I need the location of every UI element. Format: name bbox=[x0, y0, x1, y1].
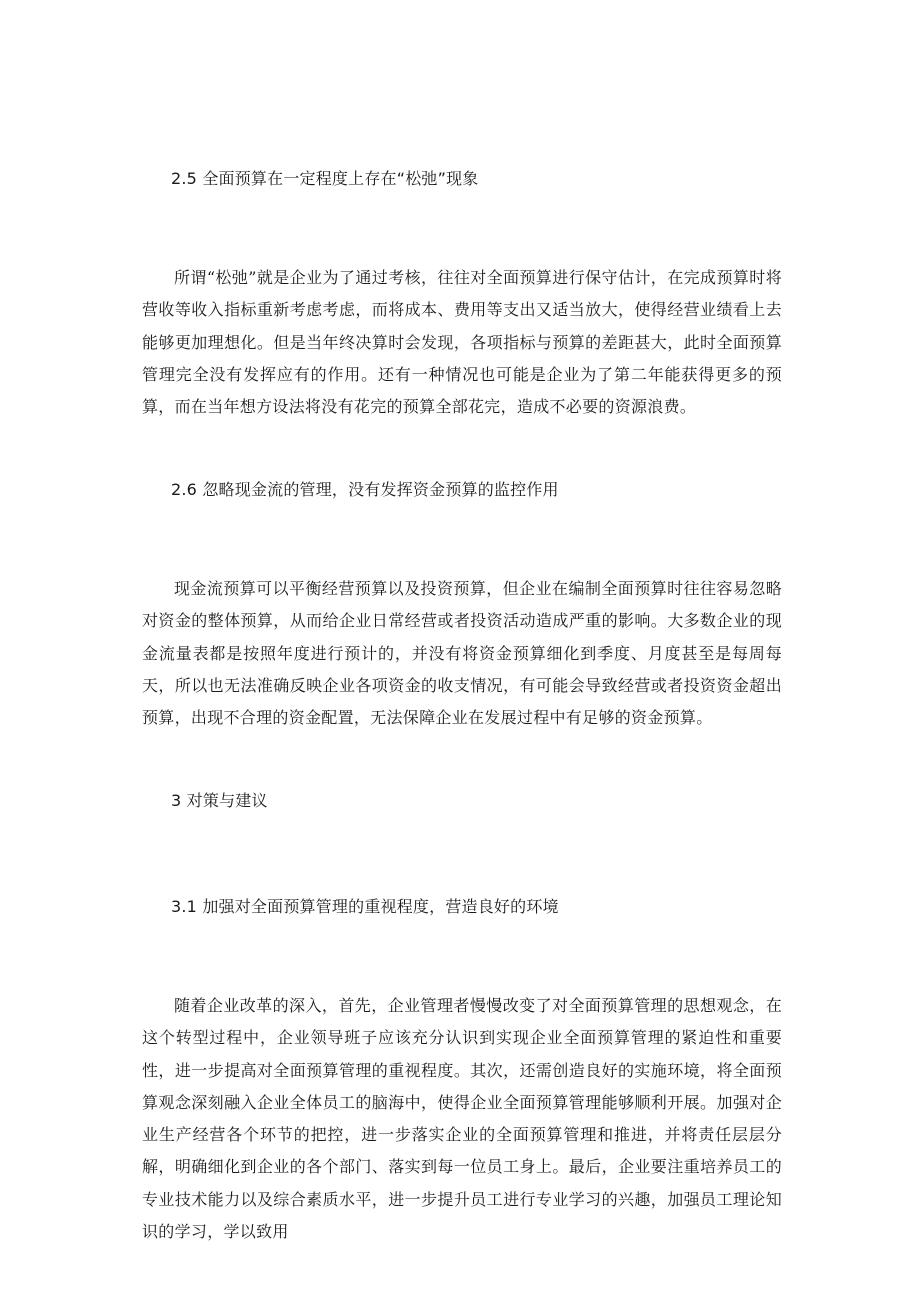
section-heading-3-1: 3.1 加强对全面预算管理的重视程度，营造良好的环境 bbox=[171, 897, 559, 916]
section-paragraph-2-6: 现金流预算可以平衡经营预算以及投资预算，但企业在编制全面预算时往往容易忽略对资金的整体预算，从而给企业日常经营或者投资活动造成严重的影响。大多数企业的现金流量表都是按照年度进行预计的，并没有将资金预算细化到季度、月度甚至是每周每天，所以也无法准确反映企业各项资金的收支情况，有可能会导致经营或者投资资金超出预算，出现不合理的资金配置，无法保障企业在发展过程中有足够的资金预算。 bbox=[142, 579, 782, 728]
section-heading-2-6: 2.6 忽略现金流的管理，没有发挥资金预算的监控作用 bbox=[171, 480, 559, 499]
section-paragraph-2-5: 所谓“松弛”就是企业为了通过考核，往往对全面预算进行保守估计，在完成预算时将营收等收入指标重新考虑考虑，而将成本、费用等支出又适当放大，使得经营业绩看上去能够更加理想化。但是当年终决算时会发现，各项指标与预算的差距甚大，此时全面预算管理完全没有发挥应有的作用。还有一种情况也可能是企业为了第二年能获得更多的预算，而在当年想方设法将没有花完的预算全部花完，造成不必要的资源浪费。 bbox=[142, 268, 782, 417]
section-heading-3: 3 对策与建议 bbox=[171, 791, 268, 810]
section-heading-2-5: 2.5 全面预算在一定程度上存在“松弛”现象 bbox=[171, 169, 479, 188]
section-paragraph-3-1: 随着企业改革的深入，首先，企业管理者慢慢改变了对全面预算管理的思想观念，在这个转型过程中，企业领导班子应该充分认识到实现企业全面预算管理的紧迫性和重要性，进一步提高对全面预算管理的重视程度。其次，还需创造良好的实施环境，将全面预算观念深刻融入企业全体员工的脑海中，使得企业全面预算管理能够顺利开展。加强对企业生产经营各个环节的把控，进一步落实企业的全面预算管理和推进，并将责任层层分解，明确细化到企业的各个部门、落实到每一位员工身上。最后，企业要注重培养员工的专业技术能力以及综合素质水平，进一步提升员工进行专业学习的兴趣，加强员工理论知识的学习，学以致用 bbox=[142, 996, 782, 1242]
